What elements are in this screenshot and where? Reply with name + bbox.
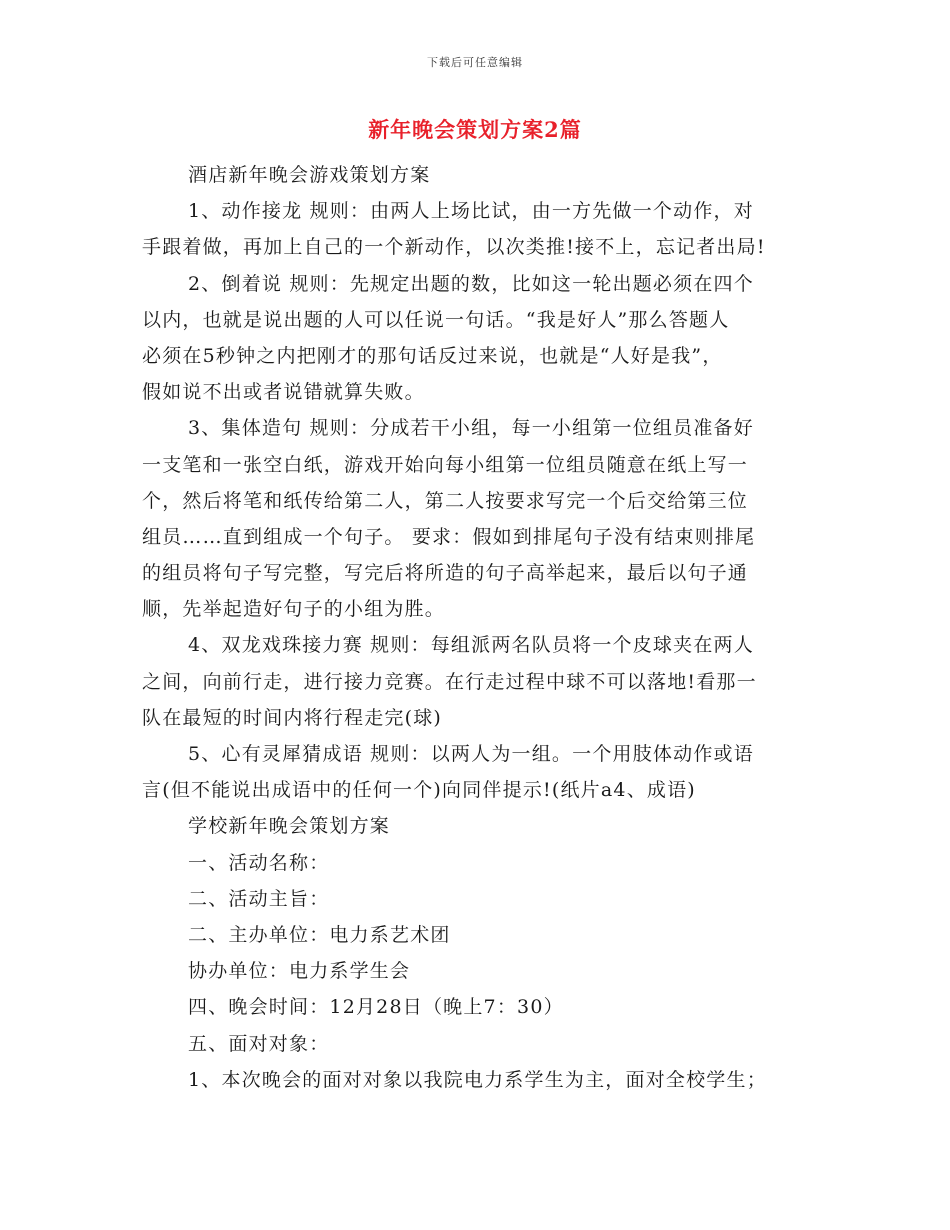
paragraph-line: 学校新年晚会策划方案 xyxy=(188,815,391,838)
paragraph-line: 顺，先举起造好句子的小组为胜。 xyxy=(142,598,446,621)
paragraph-line: 必须在5秒钟之内把刚才的那句话反过来说，也就是“人好是我”， xyxy=(142,344,723,367)
paragraph-line: 个，然后将笔和纸传给第二人，第二人按要求写完一个后交给第三位 xyxy=(142,489,749,512)
paragraph-line: 队在最短的时间内将行程走完(球) xyxy=(142,706,443,729)
paragraph-line: 4、双龙戏珠接力赛 规则：每组派两名队员将一个皮球夹在两人 xyxy=(188,634,754,657)
paragraph-line: 2、倒着说 规则：先规定出题的数，比如这一轮出题必须在四个 xyxy=(188,272,754,295)
document-body xyxy=(142,157,810,1098)
paragraph-line: 二、主办单位：电力系艺术团 xyxy=(188,923,451,946)
paragraph-line: 手跟着做，再加上自己的一个新动作，以次类推!接不上，忘记者出局! xyxy=(142,236,766,259)
page-header-note: 下载后可任意编辑 xyxy=(427,56,523,69)
paragraph-line: 酒店新年晚会游戏策划方案 xyxy=(188,164,431,186)
paragraph-line: 1、本次晚会的面对对象以我院电力系学生为主，面对全校学生； xyxy=(188,1068,767,1091)
paragraph-line: 5、心有灵犀猜成语 规则：以两人为一组。一个用肢体动作或语 xyxy=(188,743,754,765)
paragraph-line: 一、活动名称： xyxy=(188,851,330,874)
paragraph-line: 的组员将句子写完整，写完后将所造的句子高举起来，最后以句子通 xyxy=(142,562,749,585)
paragraph-line: 3、集体造句 规则：分成若干小组，每一小组第一位组员准备好 xyxy=(188,417,754,440)
paragraph-line: 1、动作接龙 规则：由两人上场比试，由一方先做一个动作，对 xyxy=(188,200,754,223)
paragraph-line: 二、活动主旨： xyxy=(188,887,330,910)
paragraph-line: 之间，向前行走，进行接力竞赛。在行走过程中球不可以落地!看那一 xyxy=(142,670,757,693)
paragraph-line: 组员……直到组成一个句子。 要求：假如到排尾句子没有结束则排尾 xyxy=(142,525,756,548)
paragraph-line: 假如说不出或者说错就算失败。 xyxy=(142,381,425,404)
paragraph-line: 协办单位：电力系学生会 xyxy=(188,960,411,983)
document-title: 新年晚会策划方案2篇 xyxy=(368,117,582,142)
paragraph-line: 一支笔和一张空白纸，游戏开始向每小组第一位组员随意在纸上写一 xyxy=(142,453,749,476)
paragraph-line: 五、面对对象： xyxy=(188,1032,330,1055)
paragraph-line: 以内，也就是说出题的人可以任说一句话。“我是好人”那么答题人 xyxy=(142,308,730,331)
paragraph-line: 四、晚会时间：12月28日（晚上7：30） xyxy=(188,996,564,1019)
paragraph-line: 言(但不能说出成语中的任何一个)向同伴提示!(纸片a4、成语) xyxy=(142,779,696,802)
